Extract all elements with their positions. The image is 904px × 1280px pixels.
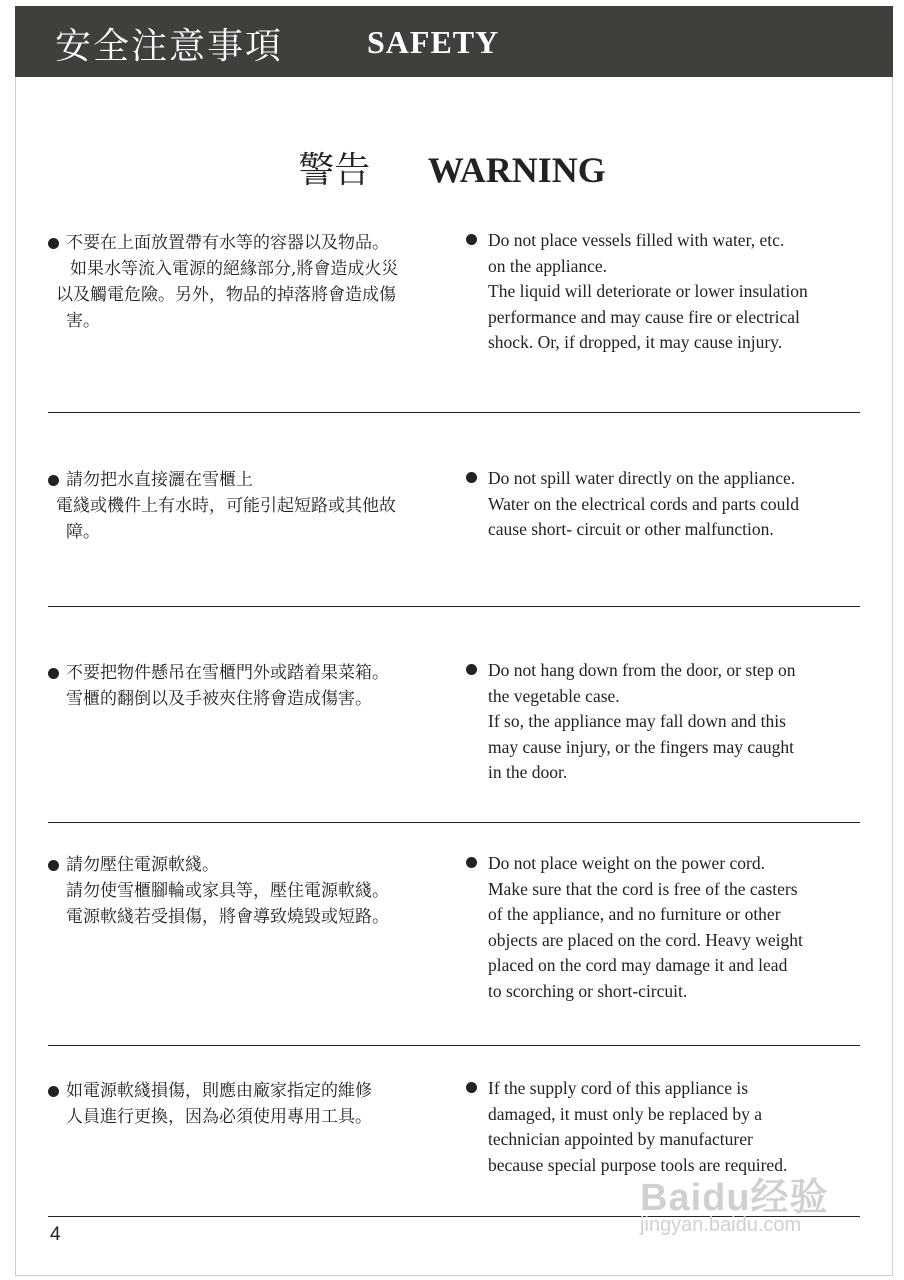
text-line: 害。 bbox=[66, 311, 100, 331]
header-title-english: SAFETY bbox=[367, 24, 500, 60]
text-line: 請勿壓住電源軟綫。 bbox=[66, 855, 219, 875]
warning-item-3-english bbox=[466, 658, 856, 786]
section-divider bbox=[48, 822, 860, 823]
text-line: because special purpose tools are required. bbox=[488, 1154, 788, 1175]
text-line: Do not spill water directly on the appliance. bbox=[488, 468, 796, 488]
header-title-chinese: 安全注意事項 bbox=[55, 26, 284, 67]
warning-text bbox=[466, 1076, 856, 1178]
warning-item-4-chinese bbox=[48, 852, 428, 930]
text-line: in the door. bbox=[488, 762, 568, 783]
text-line: Do not place weight on the power cord. bbox=[488, 853, 766, 873]
text-line: 以及觸電危險。另外，物品的掉落將會造成傷 bbox=[56, 285, 396, 305]
text-line: the vegetable case. bbox=[488, 685, 620, 706]
warning-text bbox=[466, 466, 856, 543]
text-line: 電源軟綫若受損傷，將會導致燒毀或短路。 bbox=[66, 907, 389, 927]
bullet-icon bbox=[466, 857, 477, 868]
section-title-chinese: 警告 bbox=[298, 150, 371, 191]
text-line: 不要在上面放置帶有水等的容器以及物品。 bbox=[66, 233, 389, 253]
text-line: 不要把物件懸吊在雪櫃門外或踏着果菜箱。 bbox=[66, 663, 389, 683]
warning-text bbox=[48, 467, 428, 545]
text-line: If the supply cord of this appliance is bbox=[488, 1078, 749, 1098]
warning-text bbox=[466, 658, 856, 786]
section-divider bbox=[48, 412, 860, 413]
text-line: 如果水等流入電源的絕緣部分,將會造成火災 bbox=[70, 259, 399, 279]
warning-text bbox=[48, 230, 428, 334]
watermark-url: jingyan.baidu.com bbox=[640, 1214, 802, 1236]
section-title bbox=[0, 142, 904, 193]
text-line: 如電源軟綫損傷，則應由廠家指定的維修 bbox=[66, 1081, 372, 1101]
warning-item-5-chinese bbox=[48, 1078, 428, 1130]
warning-text bbox=[48, 1078, 428, 1130]
text-line: damaged, it must only be replaced by a bbox=[488, 1103, 763, 1124]
text-line: cause short- circuit or other malfunction. bbox=[488, 519, 774, 540]
header-bar bbox=[15, 6, 893, 77]
text-line: 請勿把水直接灑在雪櫃上 bbox=[66, 470, 253, 490]
text-line: may cause injury, or the fingers may caught bbox=[488, 736, 794, 757]
text-line: performance and may cause fire or electrical bbox=[488, 306, 800, 327]
text-line: The liquid will deteriorate or lower insulation bbox=[488, 281, 808, 302]
text-line: of the appliance, and no furniture or other bbox=[488, 904, 781, 925]
watermark-logo: Baidu经验 bbox=[640, 1177, 829, 1219]
text-line: objects are placed on the cord. Heavy weight bbox=[488, 929, 803, 950]
text-line: to scorching or short-circuit. bbox=[488, 980, 688, 1001]
text-line: Do not hang down from the door, or step on bbox=[488, 660, 796, 680]
text-line: 電綫或機件上有水時，可能引起短路或其他故 bbox=[56, 496, 396, 516]
section-divider bbox=[48, 606, 860, 607]
bullet-icon bbox=[466, 472, 477, 483]
text-line: If so, the appliance may fall down and this bbox=[488, 711, 786, 732]
text-line: 請勿使雪櫃腳輪或家具等，壓住電源軟綫。 bbox=[66, 881, 389, 901]
watermark bbox=[640, 1166, 860, 1246]
warning-item-3-chinese bbox=[48, 660, 428, 712]
warning-item-1-chinese bbox=[48, 230, 428, 334]
bullet-icon bbox=[466, 234, 477, 245]
section-divider bbox=[48, 1045, 860, 1046]
text-line: Water on the electrical cords and parts could bbox=[488, 493, 800, 514]
bullet-icon bbox=[48, 1086, 59, 1097]
text-line: placed on the cord may damage it and lead bbox=[488, 955, 788, 976]
bullet-icon bbox=[466, 664, 477, 675]
warning-text bbox=[466, 228, 856, 356]
warning-item-4-english bbox=[466, 851, 856, 1005]
warning-item-2-chinese bbox=[48, 467, 428, 545]
text-line: 人員進行更換，因為必須使用專用工具。 bbox=[66, 1107, 372, 1127]
bullet-icon bbox=[48, 238, 59, 249]
warning-text bbox=[48, 852, 428, 930]
warning-item-5-english bbox=[466, 1076, 856, 1178]
bullet-icon bbox=[466, 1082, 477, 1093]
page-number: 4 bbox=[50, 1224, 61, 1245]
text-line: on the appliance. bbox=[488, 255, 608, 276]
text-line: Do not place vessels filled with water, etc. bbox=[488, 230, 785, 250]
warning-text bbox=[48, 660, 428, 712]
text-line: technician appointed by manufacturer bbox=[488, 1129, 753, 1150]
text-line: 雪櫃的翻倒以及手被夾住將會造成傷害。 bbox=[66, 689, 372, 709]
bullet-icon bbox=[48, 475, 59, 486]
text-line: shock. Or, if dropped, it may cause injury. bbox=[488, 332, 783, 353]
warning-text bbox=[466, 851, 856, 1005]
warning-item-1-english bbox=[466, 228, 856, 356]
text-line: Make sure that the cord is free of the casters bbox=[488, 878, 798, 899]
bullet-icon bbox=[48, 860, 59, 871]
bullet-icon bbox=[48, 668, 59, 679]
section-title-english: WARNING bbox=[427, 150, 606, 190]
text-line: 障。 bbox=[66, 522, 100, 542]
warning-item-2-english bbox=[466, 466, 856, 543]
